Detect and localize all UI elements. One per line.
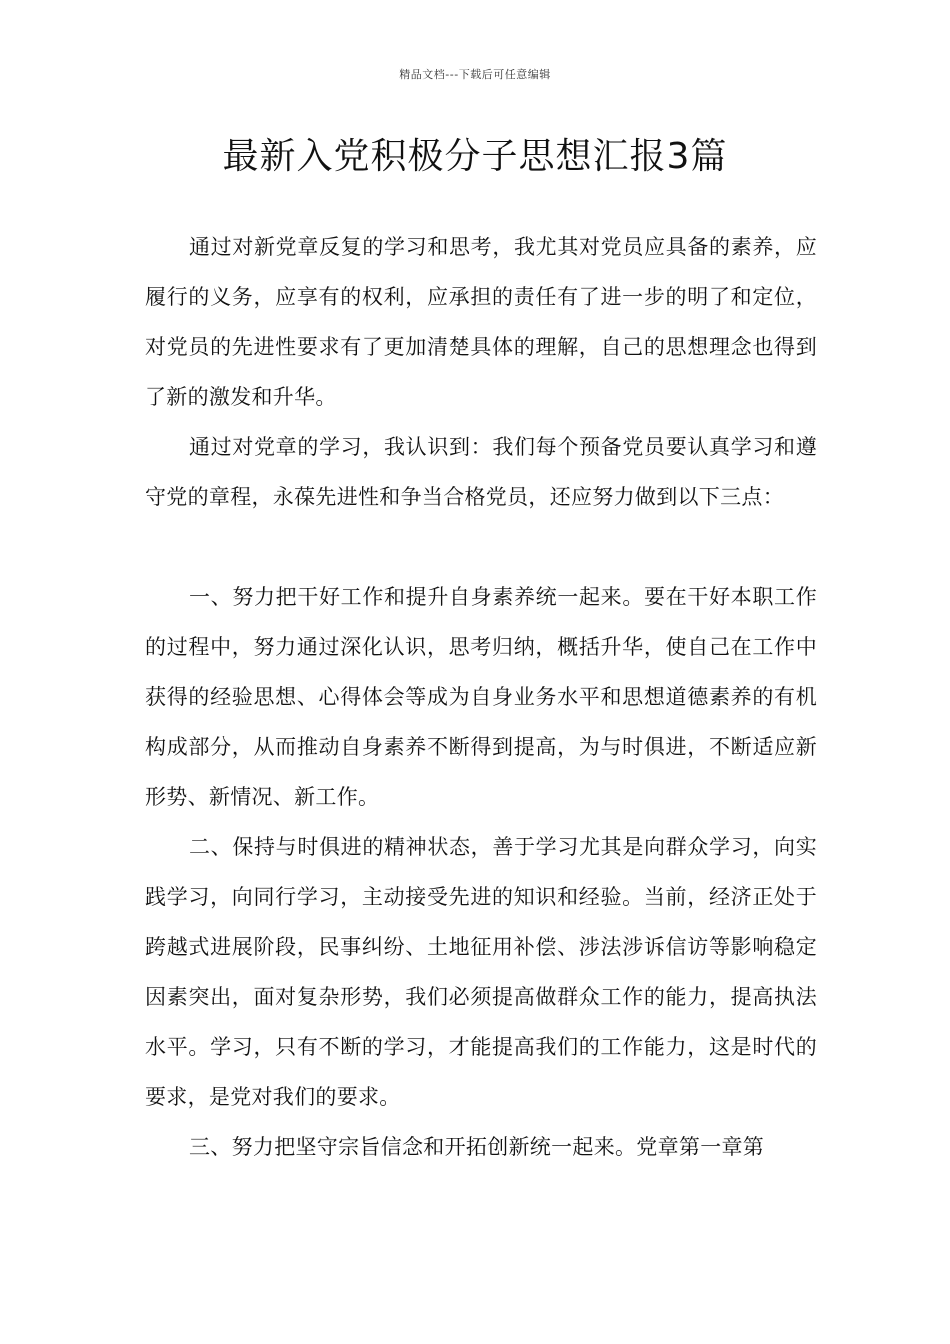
paragraph-1: 通过对新党章反复的学习和思考，我尤其对党员应具备的素养，应履行的义务，应享有的权利，应承担的责任有了进一步的明了和定位，对党员的先进性要求有了更加清楚具体的理解，自己的思想理念也得到了新的激发和升华。 — [145, 235, 817, 409]
paragraph-2: 通过对党章的学习，我认识到：我们每个预备党员要认真学习和遵守党的章程，永葆先进性和争当合格党员，还应努力做到以下三点： — [145, 435, 817, 509]
paragraph-4: 二、保持与时俱进的精神状态，善于学习尤其是向群众学习，向实践学习，向同行学习，主动接受先进的知识和经验。当前，经济正处于跨越式进展阶段，民事纠纷、土地征用补偿、涉法涉诉信访等影响稳定因素突出，面对复杂形势，我们必须提高做群众工作的能力，提高执法水平。学习，只有不断的学习，才能提高我们的工作能力，这是时代的要求，是党对我们的要求。 — [145, 835, 817, 1109]
document-title: 最新入党积极分子思想汇报3篇 — [222, 136, 728, 177]
header-note: 精品文档---下载后可任意编辑 — [399, 68, 551, 81]
blank-line — [145, 522, 817, 572]
document-body — [145, 222, 817, 1172]
paragraph-3: 一、努力把干好工作和提升自身素养统一起来。要在干好本职工作的过程中，努力通过深化认识，思考归纳，概括升华，使自己在工作中获得的经验思想、心得体会等成为自身业务水平和思想道德素养的有机构成部分，从而推动自身素养不断得到提高，为与时俱进，不断适应新形势、新情况、新工作。 — [145, 585, 817, 809]
paragraph-5: 三、努力把坚守宗旨信念和开拓创新统一起来。党章第一章第 — [189, 1135, 765, 1159]
